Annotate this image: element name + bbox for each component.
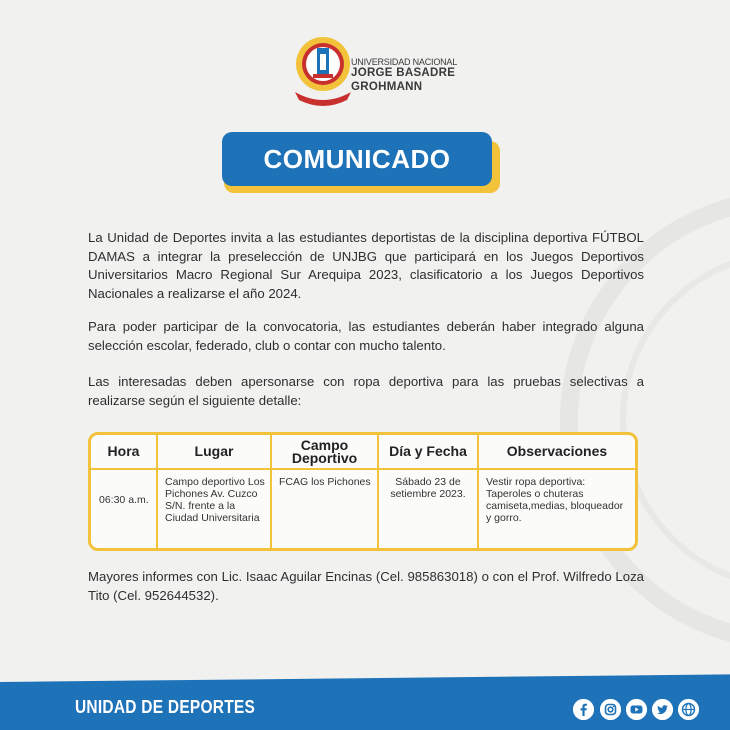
header-observaciones: Observaciones xyxy=(506,443,608,459)
cell-campo: FCAG los Pichones xyxy=(272,470,379,548)
cell-fecha: Sábado 23 de setiembre 2023. xyxy=(379,470,479,548)
university-line1: UNIVERSIDAD NACIONAL xyxy=(351,57,458,67)
footer-title: UNIDAD DE DEPORTES xyxy=(75,697,256,717)
table-row xyxy=(91,470,635,548)
youtube-icon[interactable] xyxy=(626,699,647,720)
table-header-row xyxy=(91,435,635,470)
schedule-table xyxy=(88,432,638,551)
paragraph-requirements: Para poder participar de la convocatoria, las estudiantes deberán haber integrado alguna selección escolar, federado, club o contar con mucho talento. xyxy=(88,319,644,353)
instagram-icon[interactable] xyxy=(600,699,621,720)
header-campo-deportivo: Campo Deportivo xyxy=(272,435,379,468)
university-name xyxy=(351,57,457,94)
header-dia-fecha: Día y Fecha xyxy=(379,435,479,468)
facebook-icon[interactable] xyxy=(573,699,594,720)
paragraph-instructions: Las interesadas deben apersonarse con ropa deportiva para las pruebas selectivas a realizarse según el siguiente detalle: xyxy=(88,374,644,408)
cell-observaciones: Vestir ropa deportiva: Taperoles o chuteras camiseta,medias, bloqueador y gorro. xyxy=(486,476,624,524)
header-hora: Hora xyxy=(91,435,158,468)
cell-hora: 06:30 a.m. xyxy=(91,470,158,548)
twitter-icon[interactable] xyxy=(652,699,673,720)
paragraph-invitation: La Unidad de Deportes invita a las estudiantes deportistas de la disciplina deportiva FÚTBOL DAMAS a integrar la preselección de UNJBG que participará en los Juegos Deportivos Universitarios Macro Regional Sur Arequipa 2023, clasificatorio a los Juegos Deportivos Nacionales a realizarse el año 2024. xyxy=(88,230,644,301)
web-icon[interactable] xyxy=(678,699,699,720)
header-lugar: Lugar xyxy=(158,435,272,468)
university-seal-logo xyxy=(291,34,355,106)
comunicado-banner: COMUNICADO xyxy=(222,132,492,186)
university-line2: JORGE BASADRE xyxy=(351,67,456,80)
university-line3: GROHMANN xyxy=(351,80,423,93)
cell-lugar: Campo deportivo Los Pichones Av. Cuzco S/N. frente a la Ciudad Universitaria xyxy=(158,470,272,548)
paragraph-contact: Mayores informes con Lic. Isaac Aguilar Encinas (Cel. 985863018) o con el Prof. Wilfredo Loza Tito (Cel. 952644532). xyxy=(88,569,644,603)
